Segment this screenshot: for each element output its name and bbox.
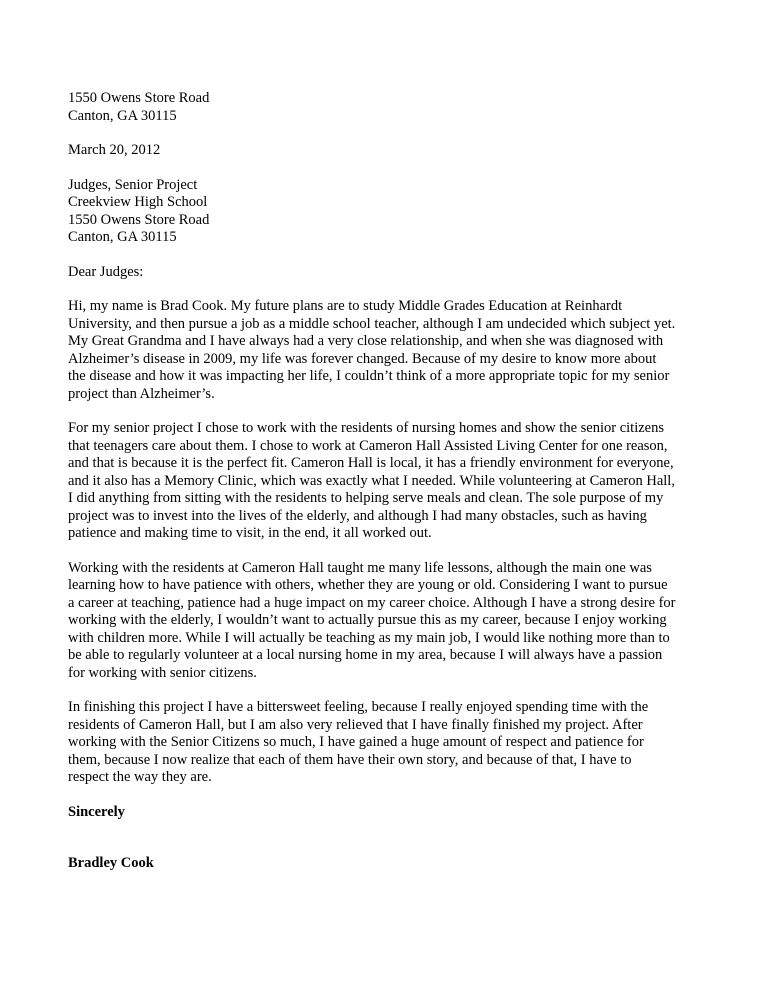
paragraph-line: patience and making time to visit, in the end, it all worked out. (68, 525, 432, 541)
recipient-line: Judges, Senior Project (68, 176, 198, 193)
paragraph-project (68, 420, 708, 543)
date-text: March 20, 2012 (68, 142, 161, 158)
paragraph-line: Alzheimer’s disease in 2009, my life was forever changed. Because of my desire to know more about (68, 350, 657, 367)
recipient-line: Canton, GA 30115 (68, 229, 177, 245)
recipient-line: Creekview High School (68, 194, 208, 210)
paragraph-line: the disease and how it was impacting her life, I couldn’t think of a more appropriate topic for my senior (68, 368, 670, 384)
paragraph-line: Hi, my name is Brad Cook. My future plans are to study Middle Grades Education at Reinhardt (68, 298, 623, 314)
paragraph-line: I did anything from sitting with the residents to helping serve meals and clean. The sole purpose of my (68, 490, 664, 506)
paragraph-line: and it also has a Memory Clinic, which was exactly what I needed. While volunteering at Cameron Hall, (68, 472, 675, 489)
salutation-text: Dear Judges: (68, 263, 144, 280)
paragraph-line: learning how to have patience with others, whether they are young or old. Considering I want to pursue (68, 577, 668, 593)
sender-street: 1550 Owens Store Road (68, 90, 210, 106)
paragraph-line: University, and then pursue a job as a middle school teacher, although I am undecided which subject yet. (68, 315, 676, 332)
paragraph-line: a career at teaching, patience had a huge impact on my career choice. Although I have a strong desire for (68, 594, 676, 611)
signature-name: Bradley Cook (68, 855, 154, 871)
closing (68, 804, 708, 822)
paragraph-line: In finishing this project I have a bittersweet feeling, because I really enjoyed spending time with the (68, 699, 649, 715)
paragraph-line: project was to invest into the lives of the elderly, and although I had many obstacles, such as having (68, 507, 647, 524)
signature (68, 855, 708, 873)
paragraph-line: them, because I now realize that each of them have their own story, and because of that, I have to (68, 751, 632, 768)
paragraph-line: and that is because it is the perfect fit. Cameron Hall is local, it has a friendly environment for everyone, (68, 455, 674, 471)
paragraph-line: working with the elderly, I wouldn’t want to actually pursue this as my career, because I enjoy working (68, 612, 667, 628)
paragraph-line: with children more. While I will actually be teaching as my main job, I would like nothing more than to (68, 629, 670, 646)
closing-text: Sincerely (68, 803, 125, 820)
sender-city: Canton, GA 30115 (68, 107, 177, 124)
paragraph-line: project than Alzheimer’s. (68, 385, 215, 402)
paragraph-line: for working with senior citizens. (68, 664, 257, 681)
paragraph-lessons (68, 560, 708, 683)
recipient-address (68, 177, 708, 247)
paragraph-intro (68, 298, 708, 403)
letter-date (68, 142, 708, 160)
salutation (68, 264, 708, 282)
paragraph-line: be able to regularly volunteer at a local nursing home in my area, because I will always have a passion (68, 647, 663, 663)
paragraph-line: respect the way they are. (68, 769, 212, 785)
paragraph-line: residents of Cameron Hall, but I am also very relieved that I have finally finished my project. After (68, 716, 643, 733)
paragraph-conclusion (68, 699, 708, 787)
letter-body (68, 90, 708, 873)
paragraph-line: My Great Grandma and I have always had a very close relationship, and when she was diagnosed with (68, 333, 664, 349)
sender-address (68, 90, 708, 125)
recipient-line: 1550 Owens Store Road (68, 211, 210, 228)
paragraph-line: For my senior project I chose to work with the residents of nursing homes and show the senior citizens (68, 420, 664, 436)
paragraph-line: working with the Senior Citizens so much, I have gained a huge amount of respect and patience for (68, 734, 644, 750)
paragraph-line: that teenagers care about them. I chose to work at Cameron Hall Assisted Living Center for one reason, (68, 437, 668, 454)
paragraph-line: Working with the residents at Cameron Hall taught me many life lessons, although the main one was (68, 559, 652, 576)
